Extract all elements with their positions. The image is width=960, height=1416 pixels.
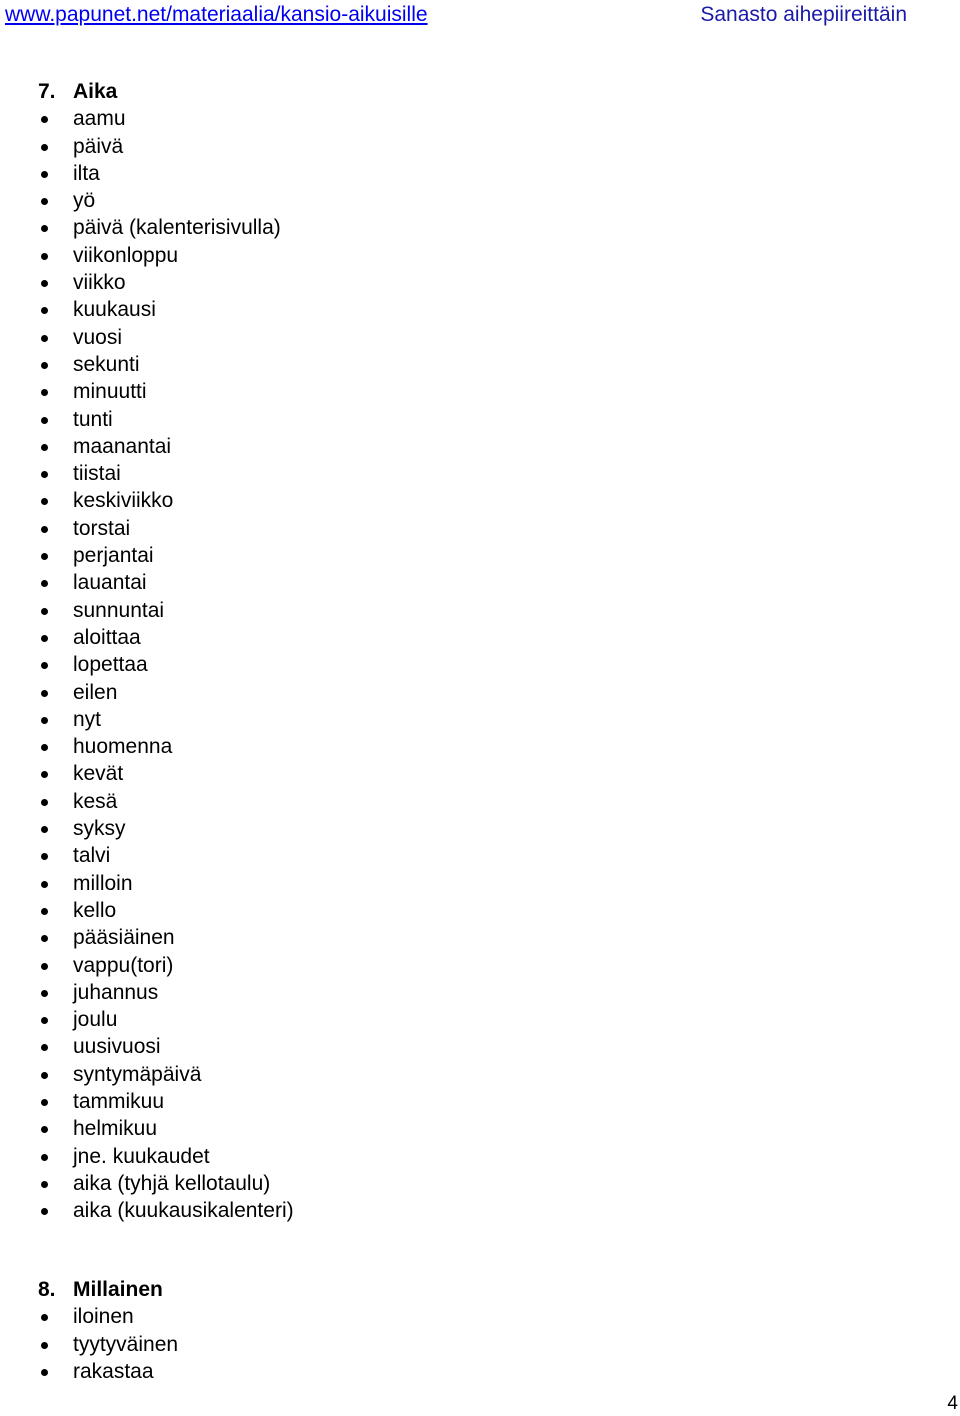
bullet-icon	[41, 1369, 48, 1376]
list-item	[0, 624, 960, 651]
section-title: Aika	[73, 80, 118, 103]
list-item-text: kesä	[73, 789, 118, 813]
list-item	[0, 1061, 960, 1088]
bullet-icon	[41, 1044, 48, 1051]
bullet-icon	[41, 744, 48, 751]
list-item-text: pääsiäinen	[73, 926, 175, 950]
bullet-icon	[41, 1126, 48, 1133]
list-item	[0, 979, 960, 1006]
bullet-icon	[41, 717, 48, 724]
bullet-icon	[41, 225, 48, 232]
list-item	[0, 651, 960, 678]
bullet-icon	[41, 116, 48, 123]
list-item-text: kello	[73, 898, 117, 922]
list-item	[0, 760, 960, 787]
section-millainen	[0, 1276, 960, 1385]
list-item-text: tammikuu	[73, 1089, 165, 1113]
bullet-icon	[41, 335, 48, 342]
bullet-icon	[41, 1314, 48, 1321]
bullet-icon	[41, 471, 48, 478]
bullet-icon	[41, 144, 48, 151]
bullet-icon	[41, 362, 48, 369]
bullet-icon	[41, 1342, 48, 1349]
bullet-icon	[41, 690, 48, 697]
list-item	[0, 487, 960, 514]
list-item-text: päivä (kalenterisivulla)	[73, 216, 281, 240]
list-item	[0, 515, 960, 542]
header-title: Sanasto aihepiireittäin	[700, 3, 907, 26]
list-item-text: syksy	[73, 817, 126, 841]
page-number: 4	[947, 1393, 958, 1414]
list-item-text: vappu(tori)	[73, 953, 174, 977]
section-aika	[0, 78, 960, 1224]
vocab-list	[0, 105, 960, 1224]
list-item	[0, 406, 960, 433]
list-item-text: torstai	[73, 516, 131, 540]
bullet-icon	[41, 635, 48, 642]
list-item-text: maanantai	[73, 434, 172, 458]
list-item-text: keskiviikko	[73, 489, 174, 513]
list-item-text: rakastaa	[73, 1359, 154, 1383]
bullet-icon	[41, 253, 48, 260]
section-number: 8.	[38, 1278, 56, 1301]
bullet-icon	[41, 1154, 48, 1161]
list-item	[0, 1033, 960, 1060]
list-item	[0, 706, 960, 733]
bullet-icon	[41, 1099, 48, 1106]
list-item	[0, 597, 960, 624]
bullet-icon	[41, 171, 48, 178]
list-item	[0, 1143, 960, 1170]
list-item-text: juhannus	[73, 980, 159, 1004]
list-item-text: jne. kuukaudet	[73, 1144, 210, 1168]
list-item	[0, 1197, 960, 1224]
section-heading	[0, 78, 960, 105]
list-item-text: talvi	[73, 844, 111, 868]
list-item-text: lauantai	[73, 571, 147, 595]
list-item-text: viikonloppu	[73, 243, 179, 267]
list-item	[0, 788, 960, 815]
list-item-text: lopettaa	[73, 653, 148, 677]
list-item-text: aika (tyhjä kellotaulu)	[73, 1171, 271, 1195]
list-item	[0, 133, 960, 160]
list-item-text: minuutti	[73, 380, 147, 404]
header-link[interactable]: www.papunet.net/materiaalia/kansio-aikuisille	[5, 3, 428, 26]
bullet-icon	[41, 662, 48, 669]
list-item-text: kuukausi	[73, 298, 156, 322]
bullet-icon	[41, 389, 48, 396]
list-item-text: yö	[73, 189, 96, 213]
list-item-text: sunnuntai	[73, 598, 165, 622]
list-item	[0, 1331, 960, 1358]
list-item	[0, 1006, 960, 1033]
list-item	[0, 105, 960, 132]
bullet-icon	[41, 935, 48, 942]
vocab-list	[0, 1303, 960, 1385]
list-item	[0, 733, 960, 760]
bullet-icon	[41, 1181, 48, 1188]
list-item	[0, 870, 960, 897]
list-item-text: perjantai	[73, 544, 154, 568]
list-item-text: aloittaa	[73, 625, 141, 649]
bullet-icon	[41, 1208, 48, 1215]
bullet-icon	[41, 498, 48, 505]
bullet-icon	[41, 198, 48, 205]
list-item-text: päivä	[73, 134, 124, 158]
section-title: Millainen	[73, 1278, 163, 1301]
list-item-text: joulu	[73, 1008, 118, 1032]
list-item-text: nyt	[73, 707, 102, 731]
list-item	[0, 897, 960, 924]
list-item	[0, 296, 960, 323]
list-item	[0, 460, 960, 487]
bullet-icon	[41, 608, 48, 615]
list-item-text: tiistai	[73, 462, 121, 486]
bullet-icon	[41, 963, 48, 970]
list-item	[0, 269, 960, 296]
bullet-icon	[41, 280, 48, 287]
bullet-icon	[41, 990, 48, 997]
bullet-icon	[41, 826, 48, 833]
list-item	[0, 815, 960, 842]
bullet-icon	[41, 853, 48, 860]
bullet-icon	[41, 1072, 48, 1079]
bullet-icon	[41, 553, 48, 560]
list-item	[0, 214, 960, 241]
list-item	[0, 569, 960, 596]
bullet-icon	[41, 881, 48, 888]
list-item	[0, 242, 960, 269]
bullet-icon	[41, 908, 48, 915]
list-item	[0, 952, 960, 979]
list-item	[0, 1358, 960, 1385]
list-item-text: vuosi	[73, 325, 123, 349]
list-item	[0, 187, 960, 214]
list-item-text: huomenna	[73, 735, 173, 759]
list-item	[0, 924, 960, 951]
section-heading	[0, 1276, 960, 1303]
list-item-text: viikko	[73, 271, 126, 295]
list-item	[0, 324, 960, 351]
list-item-text: tyytyväinen	[73, 1332, 179, 1356]
bullet-icon	[41, 799, 48, 806]
bullet-icon	[41, 417, 48, 424]
list-item-text: aamu	[73, 107, 126, 131]
list-item-text: syntymäpäivä	[73, 1062, 202, 1086]
bullet-icon	[41, 580, 48, 587]
list-item	[0, 542, 960, 569]
list-item	[0, 378, 960, 405]
list-item-text: sekunti	[73, 352, 140, 376]
list-item	[0, 433, 960, 460]
list-item	[0, 1303, 960, 1330]
bullet-icon	[41, 526, 48, 533]
list-item-text: ilta	[73, 161, 100, 185]
list-item	[0, 1088, 960, 1115]
bullet-icon	[41, 307, 48, 314]
bullet-icon	[41, 1017, 48, 1024]
list-item-text: iloinen	[73, 1305, 134, 1329]
bullet-icon	[41, 444, 48, 451]
list-item-text: kevät	[73, 762, 124, 786]
list-item	[0, 160, 960, 187]
bullet-icon	[41, 771, 48, 778]
list-item-text: aika (kuukausikalenteri)	[73, 1199, 294, 1223]
list-item-text: tunti	[73, 407, 113, 431]
list-item-text: uusivuosi	[73, 1035, 161, 1059]
list-item	[0, 842, 960, 869]
list-item-text: helmikuu	[73, 1117, 158, 1141]
list-item	[0, 1170, 960, 1197]
list-item-text: milloin	[73, 871, 133, 895]
list-item	[0, 351, 960, 378]
list-item	[0, 679, 960, 706]
section-number: 7.	[38, 80, 56, 103]
list-item-text: eilen	[73, 680, 118, 704]
list-item	[0, 1115, 960, 1142]
